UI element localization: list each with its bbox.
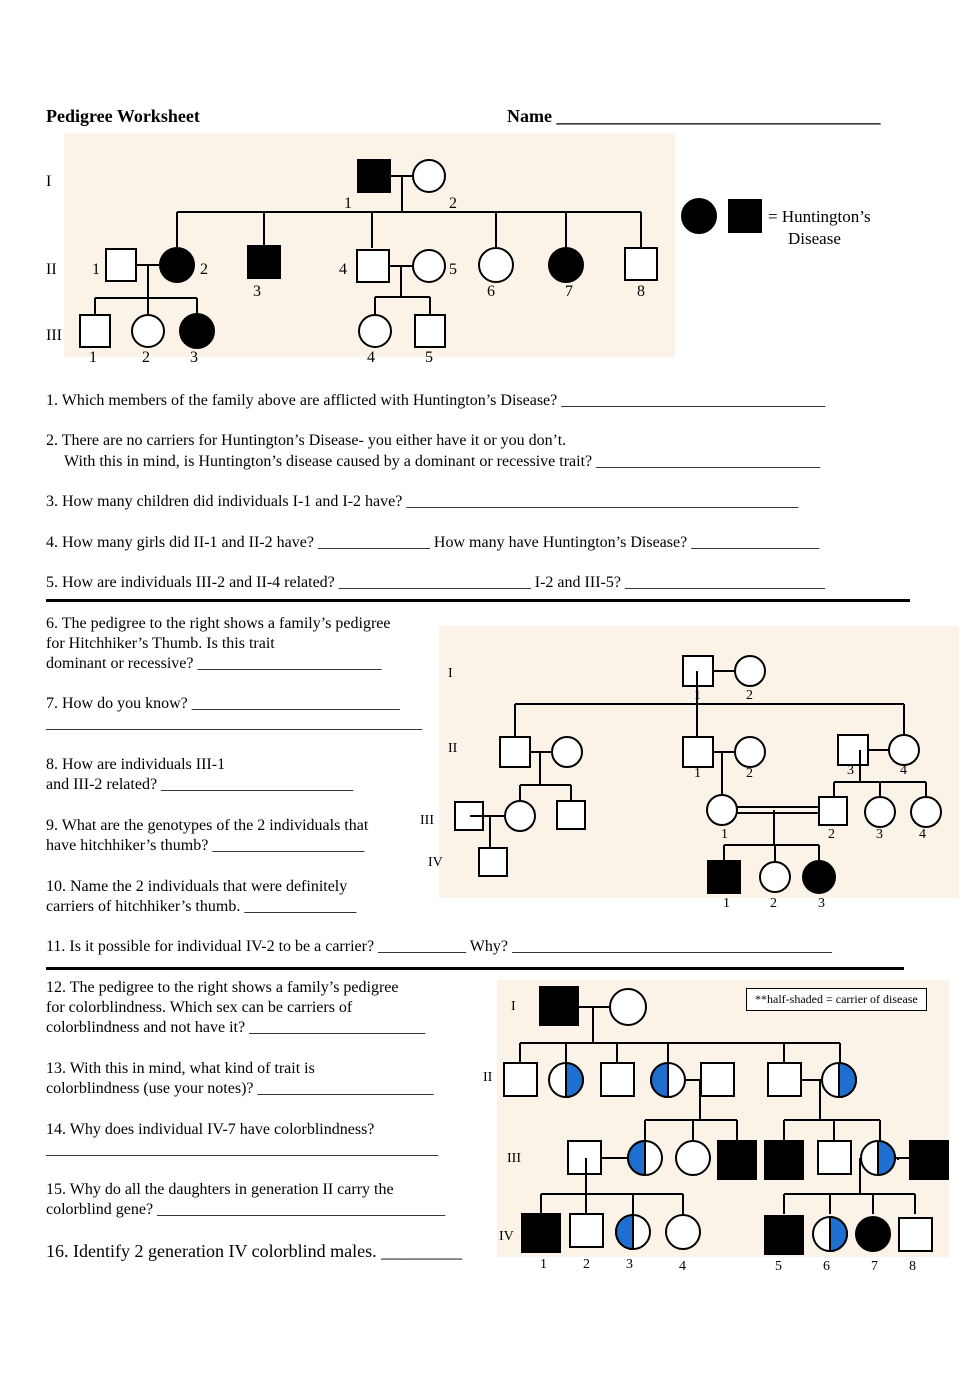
p2-III-3-female	[865, 797, 895, 827]
question-12: 12. The pedigree to the right shows a family’s pedigree	[46, 979, 399, 996]
p1-II-3-affected-male	[248, 246, 280, 278]
p2-label: 4	[900, 763, 907, 778]
p2-label: 2	[746, 688, 753, 703]
question-2-line-2[interactable]: With this in mind, is Huntington’s disease caused by a dominant or recessive trait? ____________________________	[64, 453, 821, 470]
p2-label: 3	[818, 896, 825, 911]
p3-II-carrier-female-a	[549, 1063, 583, 1097]
question-10-line-2[interactable]: carriers of hitchhiker’s thumb. ______________	[46, 898, 357, 915]
p2-IV-2-female	[760, 862, 790, 892]
p3-label: 3	[626, 1257, 633, 1272]
p2-II-2-female	[735, 737, 765, 767]
p3-IV-3-carrier-female	[616, 1215, 650, 1249]
p1-label: 3	[253, 283, 261, 300]
p1-label: 1	[92, 261, 100, 278]
p1-I-2-female	[413, 160, 445, 192]
p3-IV-8-male	[899, 1218, 932, 1251]
p3-gen-label-III: III	[507, 1151, 521, 1166]
p2-III-2-male	[819, 797, 847, 825]
p1-III-5-male	[415, 315, 445, 347]
question-14-line-2[interactable]: _________________________________________________	[46, 1141, 438, 1158]
question-16[interactable]: 16. Identify 2 generation IV colorblind males. _________	[46, 1241, 463, 1261]
question-9-line-2[interactable]: have hitchhiker’s thumb? ___________________	[46, 837, 365, 854]
p3-label: 5	[775, 1259, 782, 1274]
p3-label: 6	[823, 1259, 830, 1274]
p2-IV-1-affected-male	[708, 861, 740, 893]
p3-gen-label-I: I	[511, 999, 516, 1014]
p2-III-c-male	[557, 801, 585, 829]
p2-label: 2	[770, 896, 777, 911]
p1-II-2-affected-female	[160, 248, 194, 282]
p2-II-1a-male	[500, 737, 530, 767]
p3-III-carrier-female-b	[861, 1141, 895, 1175]
p3-II-carrier-female-c	[822, 1063, 856, 1097]
p3-label: 8	[909, 1259, 916, 1274]
p3-II-male-c	[701, 1063, 734, 1096]
p2-label: 3	[847, 763, 854, 778]
p2-IV-a-male	[479, 848, 507, 876]
question-8: 8. How are individuals III-1	[46, 756, 226, 773]
question-6-line-3[interactable]: dominant or recessive? _______________________	[46, 655, 382, 672]
question-12-line-3[interactable]: colorblindness and not have it? ______________________	[46, 1019, 426, 1036]
p1-label: 4	[339, 261, 347, 278]
p3-III-carrier-female-a	[628, 1141, 662, 1175]
p2-III-4-female	[911, 797, 941, 827]
question-3[interactable]: 3. How many children did individuals I-1 and I-2 have? _________________________________________________	[46, 493, 799, 510]
p2-gen-label-I: I	[448, 666, 453, 681]
p1-II-7-affected-female	[549, 248, 583, 282]
p3-gen-label-II: II	[483, 1070, 493, 1085]
p1-legend-text-2: Disease	[788, 229, 841, 248]
p3-III-male-a	[568, 1141, 601, 1174]
p1-label: 1	[344, 195, 352, 212]
p1-III-2-female	[132, 315, 164, 347]
question-2: 2. There are no carriers for Huntington’s Disease- you either have it or you don’t.	[46, 432, 567, 449]
p3-gen-label-IV: IV	[499, 1229, 514, 1244]
p2-label: 1	[723, 896, 730, 911]
p3-label: 1	[540, 1257, 547, 1272]
p3-IV-7-affected-female	[856, 1217, 890, 1251]
p2-label: 1	[694, 766, 701, 781]
p2-III-b-female	[505, 801, 535, 831]
p2-label: 3	[876, 827, 883, 842]
p1-III-4-female	[359, 315, 391, 347]
p1-II-1-male	[106, 249, 136, 281]
p1-II-8-male	[625, 248, 657, 280]
section-divider	[46, 599, 910, 602]
p3-II-carrier-female-b	[651, 1063, 685, 1097]
p2-label: 2	[828, 827, 835, 842]
p1-legend-affected-male-icon	[729, 200, 761, 232]
p3-IV-1-affected-male	[522, 1214, 560, 1252]
p1-gen-label-I: I	[46, 173, 52, 190]
p3-II-male-a	[504, 1063, 537, 1096]
p3-IV-2-male	[570, 1214, 603, 1247]
p3-II-male-b	[601, 1063, 634, 1096]
p3-label: 2	[583, 1257, 590, 1272]
p3-label: 4	[679, 1259, 686, 1274]
question-6-line-2: for Hitchhiker’s Thumb. Is this trait	[46, 635, 275, 652]
p2-II-4-female	[889, 735, 919, 765]
p2-gen-label-II: II	[448, 741, 458, 756]
question-4[interactable]: 4. How many girls did II-1 and II-2 have? ______________ How many have Huntington’s Disease? ________________	[46, 534, 820, 551]
p3-IV-4-female	[666, 1215, 700, 1249]
section-divider-2	[46, 967, 904, 970]
question-7[interactable]: 7. How do you know? __________________________	[46, 695, 400, 712]
question-13: 13. With this in mind, what kind of trait is	[46, 1060, 315, 1077]
p1-III-3-affected-female	[180, 314, 214, 348]
p1-label: 2	[200, 261, 208, 278]
p1-II-4-male	[357, 250, 389, 282]
question-15: 15. Why do all the daughters in generation II carry the	[46, 1181, 394, 1198]
p1-label: 7	[565, 283, 573, 300]
p3-legend: **half-shaded = carrier of disease	[746, 988, 927, 1011]
p3-IV-6-carrier-female	[813, 1217, 847, 1251]
p3-II-male-d	[768, 1063, 801, 1096]
p2-label: 2	[746, 766, 753, 781]
p1-label: 2	[142, 349, 150, 366]
p1-label: 3	[190, 349, 198, 366]
p2-I-2-female	[735, 656, 765, 686]
p1-I-1-affected-male	[358, 160, 390, 192]
p1-label: 5	[425, 349, 433, 366]
p1-label: 4	[367, 349, 375, 366]
p3-III-female-b	[676, 1141, 710, 1175]
p1-label: 2	[449, 195, 457, 212]
question-7-line-2[interactable]: _______________________________________________	[46, 715, 422, 732]
p1-gen-label-III: III	[46, 327, 62, 344]
p1-label: 8	[637, 283, 645, 300]
p2-gen-label-IV: IV	[428, 855, 443, 870]
p1-label: 1	[89, 349, 97, 366]
question-12-line-2: for colorblindness. Which sex can be carriers of	[46, 999, 353, 1016]
p3-label: 7	[871, 1259, 878, 1274]
question-11[interactable]: 11. Is it possible for individual IV-2 to be a carrier? ___________ Why? ________________________________________	[46, 938, 832, 955]
p3-III-affected-male-b	[765, 1141, 803, 1179]
p1-label: 6	[487, 283, 495, 300]
question-10: 10. Name the 2 individuals that were definitely	[46, 878, 348, 895]
p3-III-affected-male-c	[910, 1141, 948, 1179]
p2-label: 4	[919, 827, 926, 842]
name-field-label[interactable]: Name ____________________________________	[507, 106, 881, 126]
question-1[interactable]: 1. Which members of the family above are afflicted with Huntington’s Disease? _________________________________	[46, 392, 826, 409]
p2-II-2a-female	[552, 737, 582, 767]
p2-gen-label-III: III	[420, 813, 434, 828]
p1-label: 5	[449, 261, 457, 278]
question-5[interactable]: 5. How are individuals III-2 and II-4 related? ________________________ I-2 and III-5? _________________________	[46, 574, 825, 591]
page-title: Pedigree Worksheet	[46, 106, 200, 126]
p2-IV-3-affected-female	[803, 861, 835, 893]
p3-IV-5-affected-male	[765, 1216, 803, 1254]
p3-I-1-affected-male	[540, 987, 578, 1025]
p2-II-1-male	[683, 737, 713, 767]
p2-II-3-male	[838, 735, 868, 765]
question-8-line-2[interactable]: and III-2 related? ________________________	[46, 776, 354, 793]
p3-III-affected-male-a	[718, 1141, 756, 1179]
p1-legend-text: = Huntington’s	[768, 207, 871, 226]
question-9: 9. What are the genotypes of the 2 individuals that	[46, 817, 369, 834]
p1-III-1-male	[80, 315, 110, 347]
p2-label: 1	[721, 827, 728, 842]
question-13-line-2[interactable]: colorblindness (use your notes)? ______________________	[46, 1080, 434, 1097]
question-6: 6. The pedigree to the right shows a family’s pedigree	[46, 615, 391, 632]
p1-legend-affected-female-icon	[682, 199, 716, 233]
p2-label: 1	[694, 688, 701, 703]
question-15-line-2[interactable]: colorblind gene? ____________________________________	[46, 1201, 446, 1218]
p1-gen-label-II: II	[46, 261, 57, 278]
p2-III-1-female	[707, 795, 737, 825]
question-14: 14. Why does individual IV-7 have colorblindness?	[46, 1121, 375, 1138]
p1-II-6-female	[479, 248, 513, 282]
p3-III-male-c	[818, 1141, 851, 1174]
p3-I-2-female	[610, 989, 646, 1025]
p1-II-5-female	[413, 250, 445, 282]
